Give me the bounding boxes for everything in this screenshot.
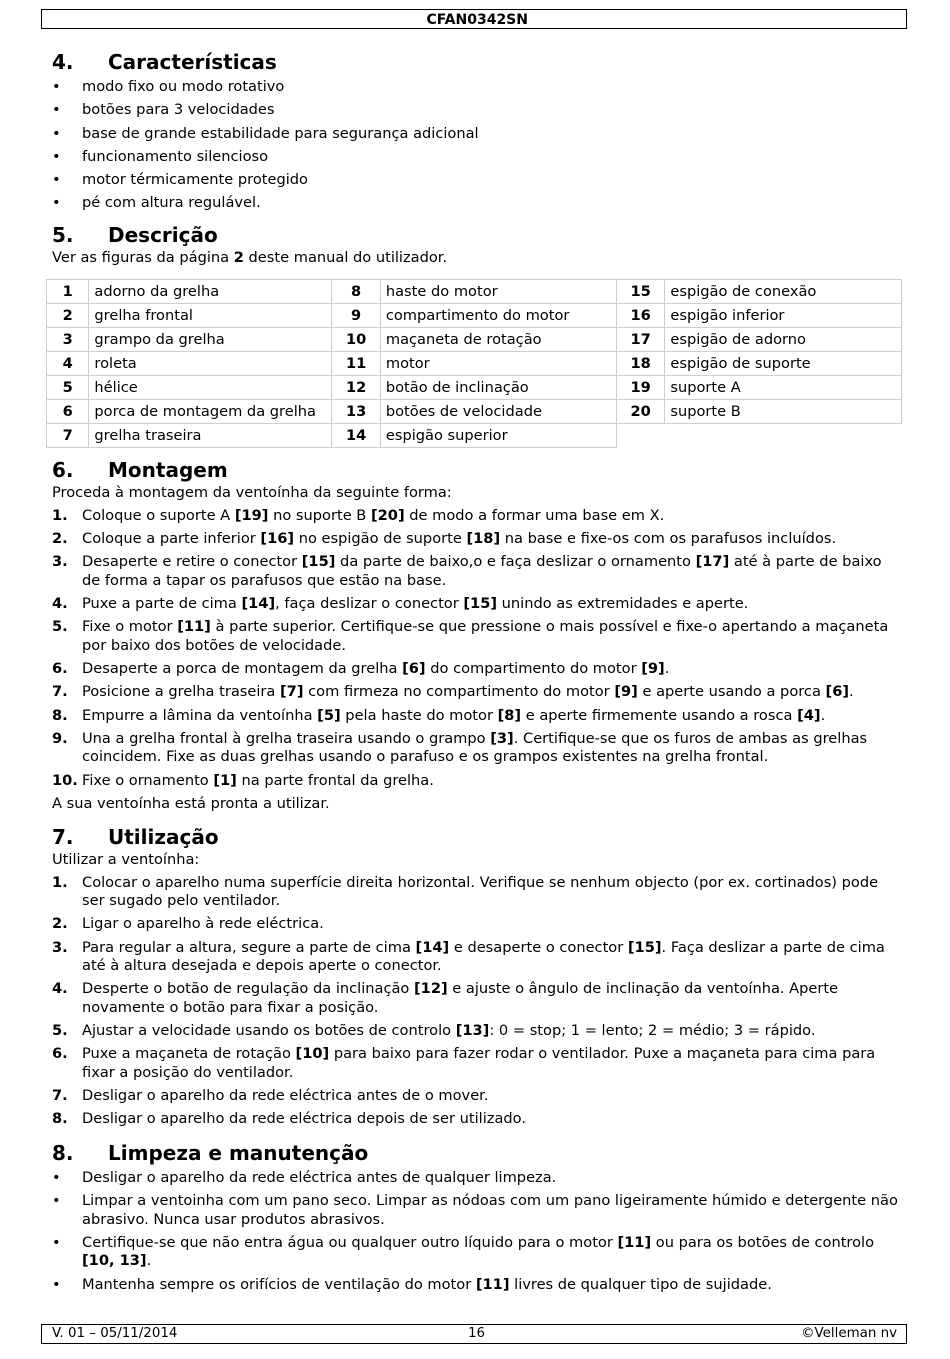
part-number: 4	[47, 352, 89, 376]
part-number: 15	[616, 280, 665, 304]
part-name: roleta	[89, 352, 332, 376]
list-item	[52, 915, 902, 933]
footer-page-number: 16	[468, 1326, 486, 1341]
step-text: Desaperte a porca de montagem da grelha [6] do compartimento do motor [9].	[82, 660, 670, 677]
step-number: 2.	[52, 915, 68, 933]
section-6-heading: 6. Montagem	[52, 458, 228, 483]
part-name: motor	[380, 352, 616, 376]
part-name: espigão de conexão	[665, 280, 902, 304]
step-number: 9.	[52, 729, 68, 747]
part-number: 9	[332, 304, 381, 328]
part-number: 18	[616, 352, 665, 376]
step-number: 5.	[52, 1022, 68, 1040]
step-text: Fixe o ornamento [1] na parte frontal da grelha.	[82, 771, 434, 789]
list-item	[52, 730, 902, 767]
list-item	[52, 707, 902, 725]
footer-version: V. 01 – 05/11/2014	[52, 1326, 178, 1341]
step-text: Para regular a altura, segure a parte de cima [14] e desaperte o conector [15]. Faça deslizar a parte de cima até à altura desejada e depois aperte o conector.	[82, 938, 885, 975]
step-number: 3.	[52, 938, 68, 956]
part-name: adorno da grelha	[89, 280, 332, 304]
part-number: 17	[616, 328, 665, 352]
features-list	[52, 78, 902, 213]
step-text: Puxe a parte de cima [14], faça deslizar o conector [15] unindo as extremidades e aperte.	[82, 595, 749, 612]
part-number: 13	[332, 400, 381, 424]
part-name: grelha frontal	[89, 304, 332, 328]
part-name: porca de montagem da grelha	[89, 400, 332, 424]
list-item	[52, 553, 902, 590]
part-number: 14	[332, 424, 381, 448]
empty-cell	[616, 424, 901, 448]
part-number: 7	[47, 424, 89, 448]
table-row	[47, 424, 902, 448]
step-number: 8.	[52, 1110, 68, 1128]
assembly-outro: A sua ventoínha está pronta a utilizar.	[52, 794, 330, 812]
step-text: Puxe a maçaneta de rotação [10] para baixo para fazer rodar o ventilador. Puxe a maçaneta para cima para fixar a posição do ventilador.	[82, 1045, 876, 1081]
description-intro: Ver as figuras da página 2 deste manual do utilizador.	[52, 248, 448, 266]
step-number: 10.	[52, 771, 78, 789]
list-item	[52, 683, 902, 701]
part-number: 16	[616, 304, 665, 328]
step-number: 7.	[52, 683, 68, 701]
part-number: 2	[47, 304, 89, 328]
part-name: grelha traseira	[89, 424, 332, 448]
step-number: 8.	[52, 706, 68, 724]
step-number: 3.	[52, 553, 68, 571]
list-item	[52, 660, 902, 678]
section-7-heading: 7. Utilização	[52, 825, 219, 850]
step-text: Desligar o aparelho da rede eléctrica depois de ser utilizado.	[82, 1110, 526, 1128]
step-number: 4.	[52, 980, 68, 998]
part-name: botões de velocidade	[380, 400, 616, 424]
model-number: CFAN0342SN	[426, 12, 528, 28]
part-name: espigão de suporte	[665, 352, 902, 376]
part-name: espigão inferior	[665, 304, 902, 328]
step-text: Desperte o botão de regulação da inclinação [12] e ajuste o ângulo de inclinação da ventoínha. Aperte novamente o botão para fixar a posição.	[82, 980, 839, 1016]
list-item: • modo fixo ou modo rotativo	[52, 78, 902, 96]
usage-intro: Utilizar a ventoínha:	[52, 851, 200, 869]
assembly-intro: Proceda à montagem da ventoínha da seguinte forma:	[52, 484, 452, 502]
list-item	[52, 530, 902, 548]
part-number: 1	[47, 280, 89, 304]
list-item: • botões para 3 velocidades	[52, 101, 902, 119]
page-content	[52, 48, 902, 1299]
step-text: Coloque a parte inferior [16] no espigão de suporte [18] na base e fixe-os com os parafusos incluídos.	[82, 530, 837, 547]
part-name: compartimento do motor	[380, 304, 616, 328]
list-item	[52, 1045, 902, 1082]
section-5-heading: 5. Descrição	[52, 222, 218, 247]
list-item: • pé com altura regulável.	[52, 194, 902, 212]
step-text: Ligar o aparelho à rede eléctrica.	[82, 915, 324, 933]
list-item	[52, 1110, 902, 1128]
list-item	[52, 980, 902, 1017]
list-item: • Limpar a ventoinha com um pano seco. Limpar as nódoas com um pano ligeiramente húmido e detergente não abrasivo. Nunca usar produtos abrasivos.	[52, 1192, 902, 1229]
step-text: Posicione a grelha traseira [7] com firmeza no compartimento do motor [9] e aperte usando a porca [6].	[82, 683, 854, 701]
part-number: 5	[47, 376, 89, 400]
part-name: espigão superior	[380, 424, 616, 448]
list-item	[52, 939, 902, 976]
part-number: 3	[47, 328, 89, 352]
step-text: Empurre a lâmina da ventoínha [5] pela haste do motor [8] e aperte firmemente usando a rosca [4].	[82, 706, 826, 724]
section-8-heading: 8. Limpeza e manutenção	[52, 1140, 369, 1165]
part-number: 19	[616, 376, 665, 400]
page-header	[41, 9, 907, 29]
list-item: • Desligar o aparelho da rede eléctrica antes de qualquer limpeza.	[52, 1169, 902, 1187]
list-item	[52, 772, 902, 790]
part-number: 12	[332, 376, 381, 400]
part-name: hélice	[89, 376, 332, 400]
usage-steps	[52, 874, 902, 1129]
list-item	[52, 874, 902, 911]
part-number: 8	[332, 280, 381, 304]
list-item	[52, 507, 902, 525]
step-text: Desaperte e retire o conector [15] da parte de baixo,o e faça deslizar o ornamento [17] até à parte de baixo de forma a tapar os parafusos que estão na base.	[82, 553, 882, 589]
step-text: Fixe o motor [11] à parte superior. Certifique-se que pressione o mais possível e fixe-o apertando a maçaneta por baixo dos botões de velocidade.	[82, 618, 889, 654]
part-number: 20	[616, 400, 665, 424]
step-number: 2.	[52, 530, 68, 547]
section-4-heading: 4. Características	[52, 50, 277, 74]
table-row	[47, 400, 902, 424]
step-number: 7.	[52, 1087, 68, 1105]
step-number: 5.	[52, 618, 68, 636]
list-item: • funcionamento silencioso	[52, 148, 902, 166]
step-text: Una a grelha frontal à grelha traseira usando o grampo [3]. Certifique-se que os furos de ambas as grelhas coincidem. Fixe as duas grelhas usando o parafuso e os grampos existentes na grelha frontal.	[82, 729, 868, 766]
list-item: • base de grande estabilidade para segurança adicional	[52, 125, 902, 143]
page-footer	[41, 1324, 907, 1344]
part-name: suporte B	[665, 400, 902, 424]
part-name: suporte A	[665, 376, 902, 400]
step-text: Ajustar a velocidade usando os botões de controlo [13]: 0 = stop; 1 = lento; 2 = médio; 3 = rápido.	[82, 1022, 816, 1040]
assembly-steps	[52, 507, 902, 790]
part-name: botão de inclinação	[380, 376, 616, 400]
list-item	[52, 1087, 902, 1105]
footer-copyright: ©Velleman nv	[801, 1326, 897, 1341]
table-row	[47, 352, 902, 376]
part-number: 10	[332, 328, 381, 352]
list-item: • Certifique-se que não entra água ou qualquer outro líquido para o motor [11] ou para os botões de controlo [10, 13].	[52, 1234, 902, 1271]
step-text: Desligar o aparelho da rede eléctrica antes de o mover.	[82, 1087, 489, 1105]
step-number: 6.	[52, 660, 68, 677]
step-number: 1.	[52, 873, 68, 891]
list-item: • motor térmicamente protegido	[52, 171, 902, 189]
step-number: 6.	[52, 1045, 68, 1063]
part-number: 11	[332, 352, 381, 376]
list-item	[52, 595, 902, 613]
table-row	[47, 328, 902, 352]
list-item	[52, 1022, 902, 1040]
parts-table	[46, 279, 902, 448]
table-row	[47, 304, 902, 328]
part-name: maçaneta de rotação	[380, 328, 616, 352]
part-number: 6	[47, 400, 89, 424]
list-item	[52, 618, 902, 655]
part-name: grampo da grelha	[89, 328, 332, 352]
list-item: • Mantenha sempre os orifícios de ventilação do motor [11] livres de qualquer tipo de sujidade.	[52, 1276, 902, 1294]
step-text: Colocar o aparelho numa superfície direita horizontal. Verifique se nenhum objecto (por ex. cortinados) pode ser sugado pelo ventilador.	[82, 873, 879, 910]
part-name: haste do motor	[380, 280, 616, 304]
step-number: 4.	[52, 595, 68, 612]
table-row	[47, 280, 902, 304]
step-text: Coloque o suporte A [19] no suporte B [20] de modo a formar uma base em X.	[82, 506, 665, 524]
cleaning-list	[52, 1169, 902, 1294]
table-row	[47, 376, 902, 400]
step-number: 1.	[52, 506, 68, 524]
part-name: espigão de adorno	[665, 328, 902, 352]
